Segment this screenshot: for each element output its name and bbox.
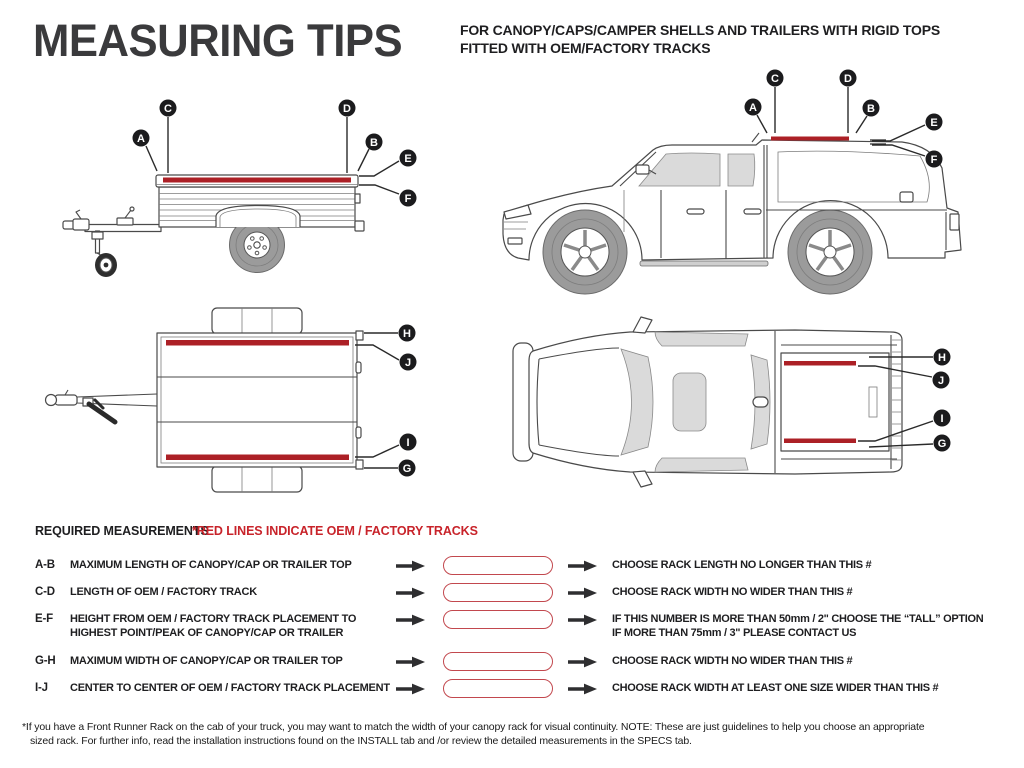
instruction-line: CHOOSE RACK LENGTH NO LONGER THAN THIS # <box>612 559 872 571</box>
flow-arrow-icon <box>396 656 426 668</box>
svg-text:H: H <box>403 327 411 340</box>
flow-arrow-icon <box>568 656 598 668</box>
page-subtitle <box>460 21 940 57</box>
trailer-top-view-diagram <box>25 300 465 510</box>
instruction-line: IF THIS NUMBER IS MORE THAN 50mm / 2" CHOOSE THE “TALL” OPTION <box>612 613 984 625</box>
marker-f <box>926 151 943 168</box>
flow-arrow-icon <box>568 587 598 599</box>
measurement-label-line: HEIGHT FROM OEM / FACTORY TRACK PLACEMENT TO <box>70 613 357 625</box>
instruction-line: CHOOSE RACK WIDTH NO WIDER THAN THIS # <box>612 655 853 667</box>
red-lines-note: *RED LINES INDICATE OEM / FACTORY TRACKS <box>192 524 478 538</box>
row-id-label: E-F <box>35 613 53 625</box>
measurement-input-field[interactable] <box>443 583 553 602</box>
svg-text:I: I <box>406 436 410 449</box>
trailer-side-view-diagram <box>25 90 465 300</box>
svg-text:H: H <box>938 351 946 364</box>
marker-b <box>366 134 383 151</box>
marker-j <box>400 354 417 371</box>
instruction-text <box>612 655 1022 669</box>
svg-text:B: B <box>867 102 875 115</box>
svg-text:F: F <box>930 153 938 166</box>
flow-arrow-icon <box>568 560 598 572</box>
oem-track-line <box>784 361 856 366</box>
instruction-text <box>612 613 1022 640</box>
measurement-label-line: MAXIMUM WIDTH OF CANOPY/CAP OR TRAILER TOP <box>70 655 343 667</box>
measurement-input-field[interactable] <box>443 679 553 698</box>
measurement-label-line: HIGHEST POINT/PEAK OF CANOPY/CAP OR TRAILER <box>70 626 344 639</box>
measurement-label <box>70 613 405 640</box>
marker-a <box>745 99 762 116</box>
measurement-label <box>70 559 405 573</box>
flow-arrow-icon <box>396 587 426 599</box>
marker-d <box>339 100 356 117</box>
row-id-label: C-D <box>35 586 55 598</box>
svg-text:A: A <box>137 132 145 145</box>
page-title: MEASURING TIPS <box>33 15 403 66</box>
measurement-input-field[interactable] <box>443 556 553 575</box>
row-id-label: G-H <box>35 655 56 667</box>
trailer-top-illustration <box>46 308 364 492</box>
marker-i <box>400 434 417 451</box>
oem-track-line <box>166 455 349 461</box>
marker-e <box>926 114 943 131</box>
svg-text:F: F <box>404 192 412 205</box>
svg-text:G: G <box>937 437 947 450</box>
measurement-input-field[interactable] <box>443 652 553 671</box>
measurement-label-line: LENGTH OF OEM / FACTORY TRACK <box>70 586 257 598</box>
flow-arrow-icon <box>396 560 426 572</box>
instruction-line: IF MORE THAN 75mm / 3" PLEASE CONTACT US <box>612 626 857 639</box>
footnote-line-2: sized rack. For further info, read the installation instructions found on the INSTALL tab and /or review the detailed measurements in the SPECS tab. <box>30 734 692 747</box>
measurement-label <box>70 655 405 669</box>
measurements-heading: REQUIRED MEASUREMENTS <box>35 524 209 538</box>
oem-track-line <box>166 340 349 346</box>
footnote <box>22 721 1017 749</box>
svg-text:G: G <box>402 462 412 475</box>
oem-track-line <box>784 439 856 444</box>
truck-top-illustration <box>513 317 902 487</box>
instruction-text <box>612 559 1022 573</box>
svg-text:I: I <box>940 412 944 425</box>
truck-side-view-diagram <box>490 62 1020 302</box>
oem-track-line <box>163 178 351 183</box>
marker-c <box>160 100 177 117</box>
marker-h <box>399 325 416 342</box>
marker-h <box>934 349 951 366</box>
row-id-label: I-J <box>35 682 48 694</box>
svg-text:E: E <box>404 152 412 165</box>
svg-text:C: C <box>771 72 779 85</box>
marker-f <box>400 190 417 207</box>
row-id-label: A-B <box>35 559 55 571</box>
truck-top-view-diagram <box>495 305 1020 515</box>
svg-text:C: C <box>164 102 172 115</box>
measurement-row-ij <box>35 679 1020 713</box>
svg-text:E: E <box>930 116 938 129</box>
svg-text:J: J <box>404 356 412 369</box>
trailer-top-leader-lines <box>355 333 399 468</box>
measurement-label <box>70 586 405 600</box>
measurement-input-field[interactable] <box>443 610 553 629</box>
instruction-line: CHOOSE RACK WIDTH NO WIDER THAN THIS # <box>612 586 853 598</box>
instruction-text <box>612 586 1022 600</box>
measurement-label <box>70 682 405 696</box>
subtitle-line-2: FITTED WITH OEM/FACTORY TRACKS <box>460 40 711 56</box>
instruction-text <box>612 682 1022 696</box>
marker-i <box>934 410 951 427</box>
svg-text:J: J <box>937 374 945 387</box>
truck-side-illustration <box>503 133 961 294</box>
footnote-line-1: *If you have a Front Runner Rack on the cab of your truck, you may want to match the width of your canopy rack for visual continuity. NOTE: These are just guidelines to help you choose an appropriate <box>22 721 925 733</box>
measurement-label-line: MAXIMUM LENGTH OF CANOPY/CAP OR TRAILER TOP <box>70 559 352 571</box>
svg-text:B: B <box>370 136 378 149</box>
oem-track-line <box>771 137 849 141</box>
marker-c <box>767 70 784 87</box>
marker-a <box>133 130 150 147</box>
marker-d <box>840 70 857 87</box>
marker-j <box>933 372 950 389</box>
flow-arrow-icon <box>568 614 598 626</box>
subtitle-line-1: FOR CANOPY/CAPS/CAMPER SHELLS AND TRAILERS WITH RIGID TOPS <box>460 22 940 38</box>
instruction-line: CHOOSE RACK WIDTH AT LEAST ONE SIZE WIDER THAN THIS # <box>612 682 939 694</box>
marker-b <box>863 100 880 117</box>
flow-arrow-icon <box>568 683 598 695</box>
flow-arrow-icon <box>396 683 426 695</box>
svg-text:D: D <box>343 102 351 115</box>
measurement-row-ef <box>35 610 1020 644</box>
svg-text:A: A <box>749 101 757 114</box>
svg-text:D: D <box>844 72 852 85</box>
marker-g <box>934 435 951 452</box>
trailer-side-illustration <box>63 175 364 277</box>
measurement-label-line: CENTER TO CENTER OF OEM / FACTORY TRACK PLACEMENT <box>70 682 390 694</box>
marker-g <box>399 460 416 477</box>
marker-e <box>400 150 417 167</box>
flow-arrow-icon <box>396 614 426 626</box>
